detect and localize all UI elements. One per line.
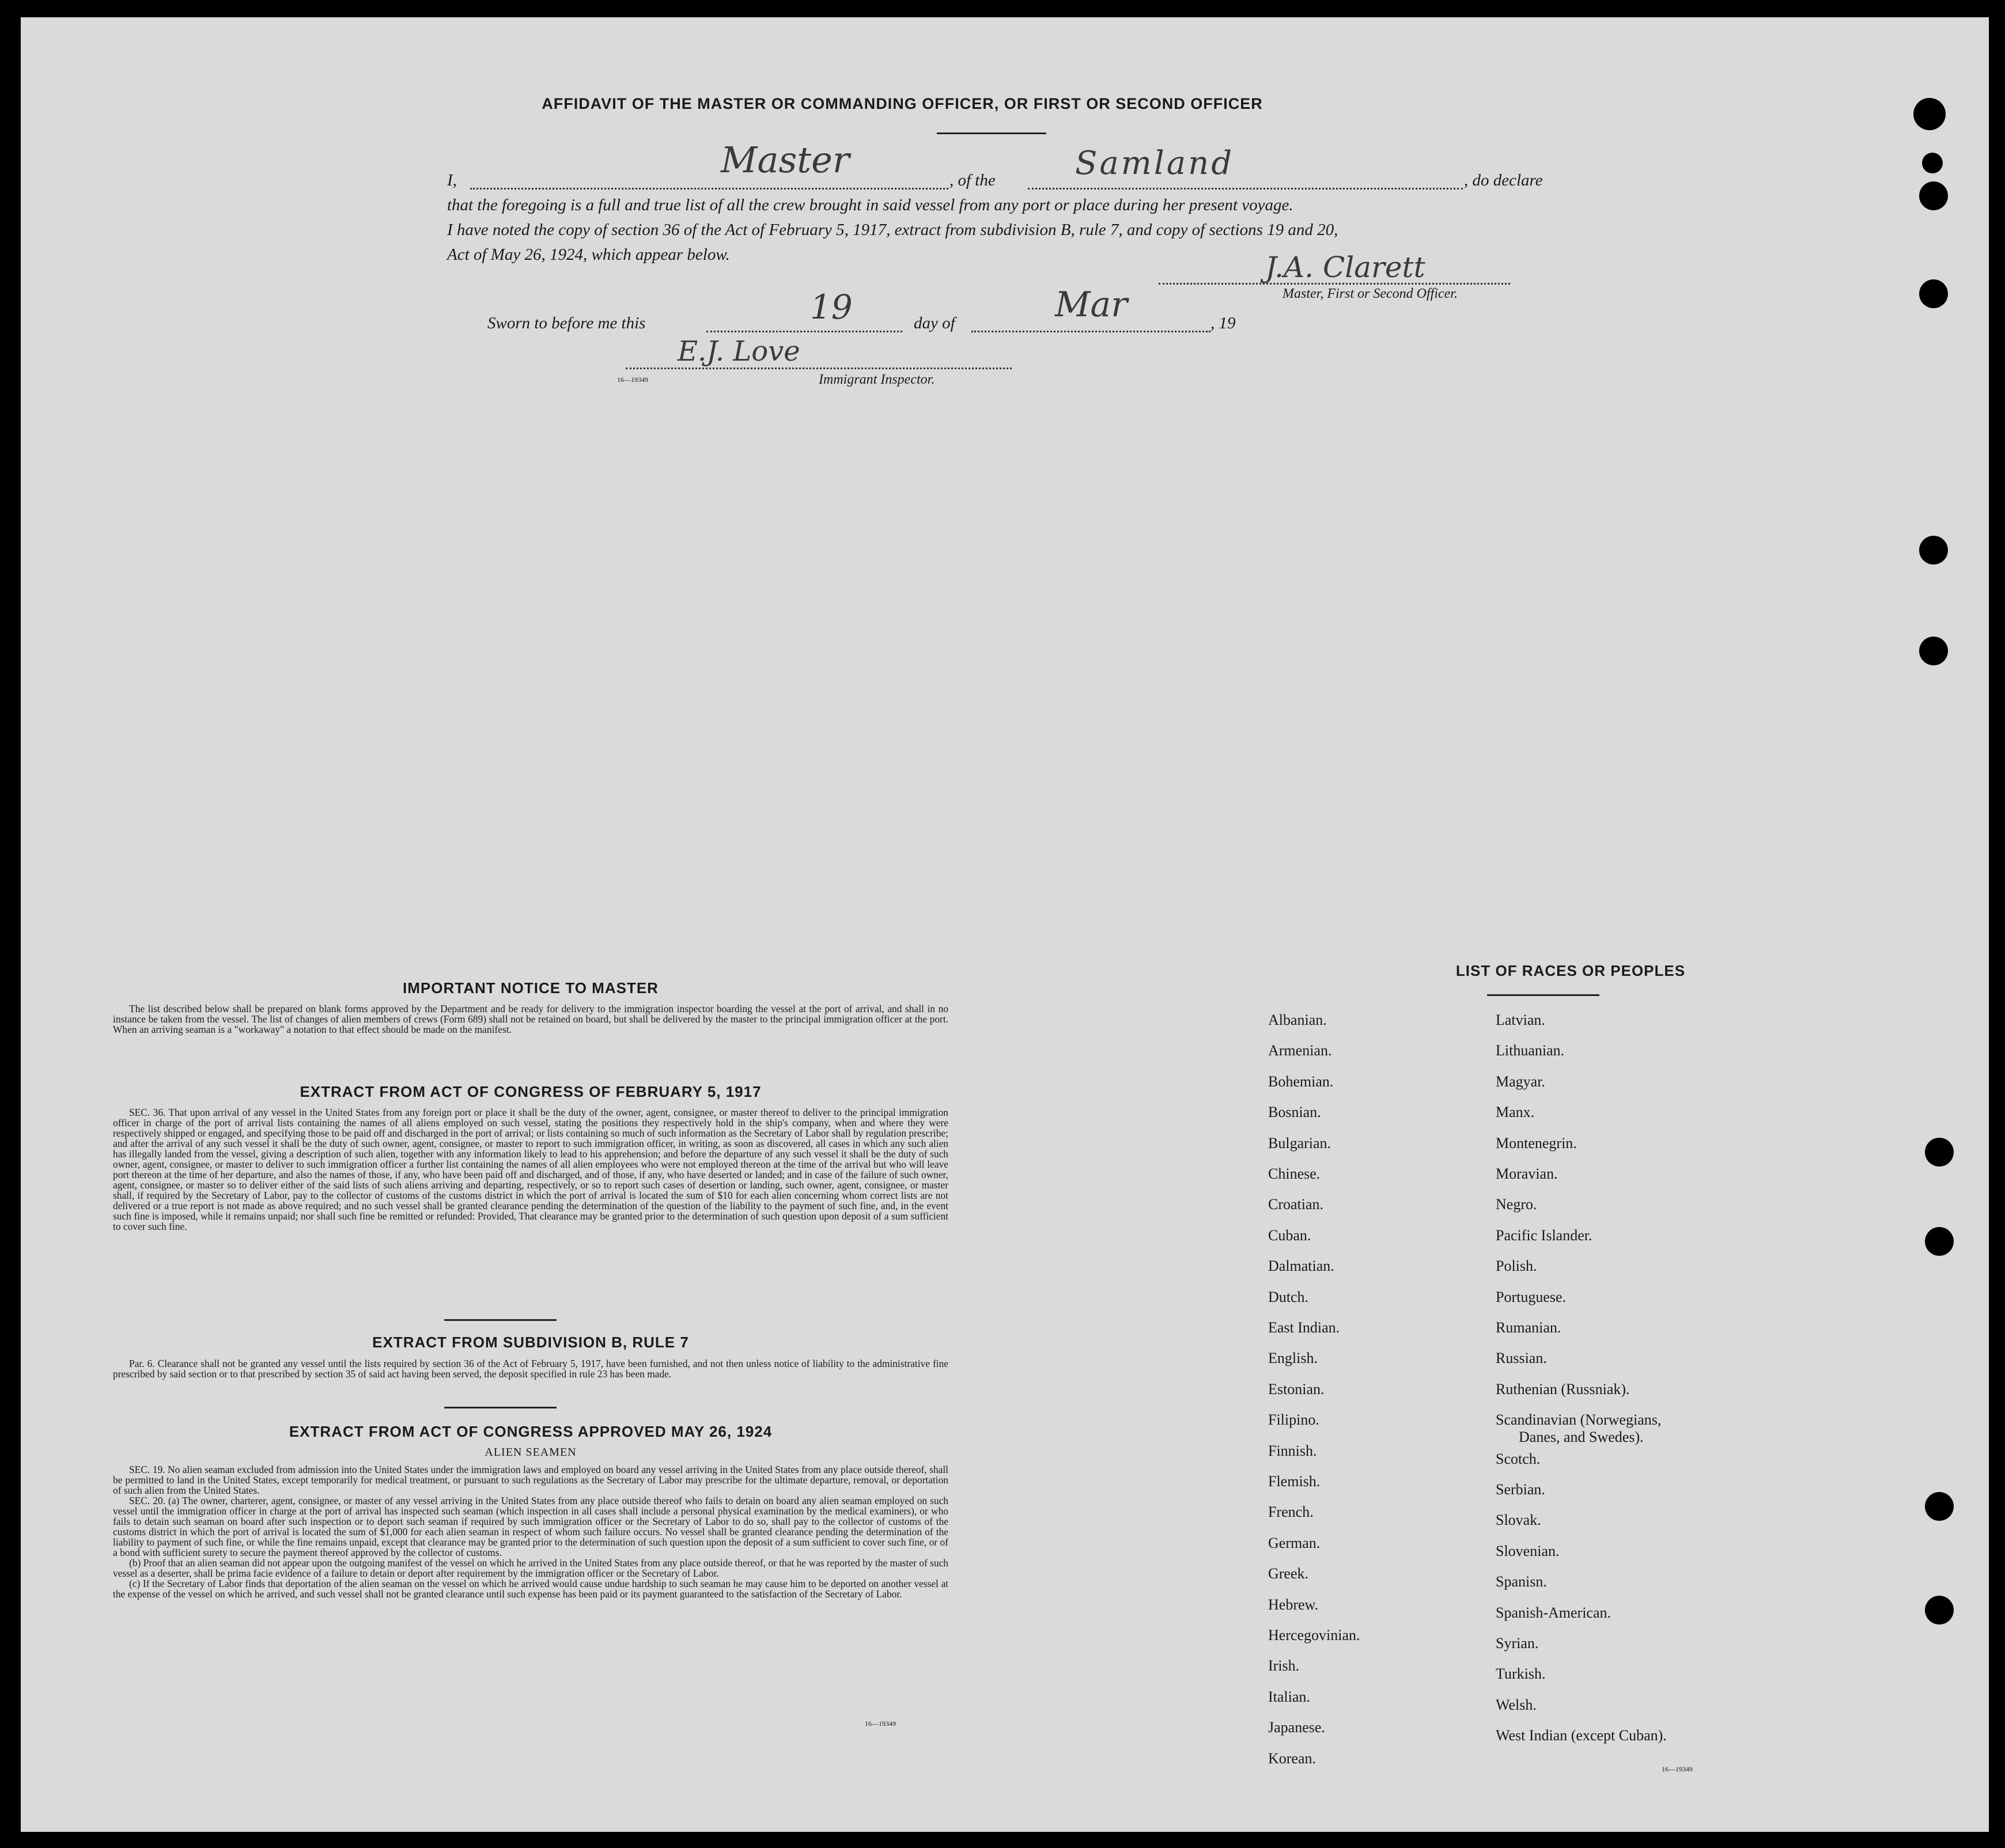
race-item: Hercegovinian. <box>1268 1627 1360 1643</box>
race-item: Hebrew. <box>1268 1596 1319 1613</box>
punch-hole <box>1922 153 1943 173</box>
extract-form-number: 16—19349 <box>865 1720 896 1728</box>
race-item: Greek. <box>1268 1565 1309 1582</box>
sec-19-paragraph: SEC. 19. No alien seaman excluded from admission into the United States under the immigration laws and employed on board any vessel arriving in the United States from any place outside thereof, shall be permitted to land in the United States, except temporarily for medical treatment, or pursuant to such regulations as the Secretary of Labor may prescribe for the ultimate departure, removal, or deportation of such alien from the United States. <box>113 1464 948 1496</box>
race-item: Russian. <box>1496 1350 1547 1367</box>
race-item: West Indian (except Cuban). <box>1496 1727 1667 1744</box>
of-the-label: , of the <box>949 171 996 190</box>
race-item: Bohemian. <box>1268 1073 1334 1090</box>
race-item: Serbian. <box>1496 1481 1545 1498</box>
sec-36-paragraph: SEC. 36. That upon arrival of any vessel in the United States from any foreign port or place it shall be the duty of the owner, agent, consignee, or master thereof to deliver to the principal immigration officer in charge of the port of arrival lists containing the names of all aliens employed on such vessel, stating the positions they respectively hold in the ship's company, when and where they were respectively shipped or engaged, and specifying those to be paid off and discharged in the port of arrival; or lists containing so much of such information as the Secretary of Labor shall by regulation prescribe; and after the arrival of any such vessel it shall be the duty of such owner, agent, consignee, or master to report to such immigration officer, in writing, as soon as discovered, all cases in which any such alien has illegally landed from the vessel, giving a description of such alien, together with any information likely to lead to his apprehension; and before the departure of any such vessel it shall be the duty of such owner, agent, consignee, or master to deliver to such immigration officer a further list containing the names of all alien employees who were not employed thereon at the time of the arrival but who will leave port thereon at the time of her departure, and also the names of those, if any, who have been paid off and discharged, and of those, if any, who have deserted or landed; and in case of the failure of such owner, agent, consignee, or master so to deliver either of the said lists of such aliens arriving and departing, respectively, or so to report such cases of desertion or landing, such owner, agent, consignee, or master shall, if required by the Secretary of Labor, pay to the collector of customs of the customs district in which the port of arrival is located the sum of $10 for each alien concerning whom correct lists are not delivered or a true report is not made as above required; and no such vessel shall be granted clearance pending the determination of the question of the liability to the payment of such fine, and, in the event such fine is imposed, while it remains unpaid; nor shall such fine be remitted or refunded: Provided, That clearance may be granted prior to the determination of such question upon deposit of a sum sufficient to cover such fine. <box>113 1107 948 1232</box>
sworn-label: Sworn to before me this <box>487 314 646 332</box>
race-item: Moravian. <box>1496 1165 1558 1182</box>
handwritten-day: 19 <box>810 287 853 327</box>
race-item: Bulgarian. <box>1268 1134 1331 1152</box>
extract-1917-body <box>113 1107 948 1232</box>
race-item: Spanisn. <box>1496 1573 1547 1591</box>
race-item: Armenian. <box>1268 1042 1332 1059</box>
race-item: Manx. <box>1496 1104 1535 1121</box>
alien-seamen-subtitle: ALIEN SEAMEN <box>485 1446 577 1459</box>
race-item: Lithuanian. <box>1496 1042 1565 1059</box>
races-form-number: 16—19349 <box>1662 1765 1693 1773</box>
race-item: Filipino. <box>1268 1411 1319 1429</box>
race-item: German. <box>1268 1534 1321 1551</box>
race-item: Cuban. <box>1268 1226 1311 1244</box>
sec-20a-paragraph: SEC. 20. (a) The owner, charterer, agent, consignee, or master of any vessel arriving in the United States from any place outside thereof who fails to detain on board any alien seaman employed on such vessel until the immigration officer in charge at the port of arrival has inspected such seaman (which inspection in all cases shall include a personal physical examination by the medical examiners), or who fails to detain such seaman on board after such inspection or to deport such seaman if required by such immigration officer or the Secretary of Labor to do so, shall pay to the collector of customs of the customs district in which the port of arrival is located the sum of $1,000 for each alien seaman in respect of whom such failure occurs. No vessel shall be granted clearance pending the determination of the liability to payment of such fine, or while the fine remains unpaid, except that clearance may be granted prior to the determination of such question upon the deposit of a sum sufficient to cover such fine, or of a bond with sufficient surety to secure the payment thereof approved by the collector of customs. <box>113 1495 948 1558</box>
officer-label: Master, First or Second Officer. <box>1283 286 1458 301</box>
rule-7-body <box>113 1358 948 1379</box>
race-item: Pacific Islander. <box>1496 1226 1592 1244</box>
vessel-line <box>1028 188 1463 190</box>
notice-paragraph: The list described below shall be prepared on blank forms approved by the Department and be ready for delivery to the immigration inspector boarding the vessel at the port of arrival, and shall in no instance be taken from the vessel. The list of changes of alien members of crews (Form 689) shall not be retained on board, but shall be delivered by the master to the principal immigration officer at the port. When an arriving seaman is a "workaway" a notation to that effect should be made on the manifest. <box>113 1003 948 1035</box>
race-item: Dutch. <box>1268 1288 1309 1305</box>
punch-hole <box>1919 279 1948 308</box>
rule-7-title: EXTRACT FROM SUBDIVISION B, RULE 7 <box>372 1334 689 1351</box>
punch-hole <box>1919 536 1948 565</box>
handwritten-signature: J.A. Clarett <box>1265 251 1425 284</box>
race-item: Ruthenian (Russniak). <box>1496 1380 1630 1398</box>
races-title: LIST OF RACES OR PEOPLES <box>1455 962 1686 979</box>
inspector-line <box>626 368 1012 369</box>
handwritten-vessel-name: Samland <box>1075 145 1235 182</box>
document-page <box>21 17 1989 1832</box>
inspector-label: Immigrant Inspector. <box>819 372 935 387</box>
handwritten-month: Mar <box>1055 285 1128 325</box>
race-item: Slovenian. <box>1496 1542 1560 1559</box>
race-item: Magyar. <box>1496 1073 1545 1090</box>
race-item: Polish. <box>1496 1258 1537 1275</box>
punch-hole <box>1925 1138 1954 1167</box>
punch-hole <box>1913 98 1946 130</box>
race-item: Scotch. <box>1496 1450 1541 1467</box>
race-item: Croatian. <box>1268 1196 1324 1213</box>
handwritten-inspector-signature: E.J. Love <box>678 335 800 368</box>
race-item: Turkish. <box>1496 1665 1546 1683</box>
sworn-line <box>487 285 1352 336</box>
affidavit-title: AFFIDAVIT OF THE MASTER OR COMMANDING OFFICER, OR FIRST OR SECOND OFFICER <box>542 95 1263 112</box>
sec-20c-paragraph: (c) If the Secretary of Labor finds that deportation of the alien seaman on the vessel on which he arrived would cause undue hardship to such seaman he may cause him to be deported on another vessel at the expense of the vessel on which he arrived, and such vessel shall not be granted clearance until such expense has been paid or its payment guaranteed to the satisfaction of the Secretary of Labor. <box>113 1578 948 1600</box>
races-rule <box>1487 994 1599 996</box>
affidavit-line-3: I have noted the copy of section 36 of the Act of February 5, 1917, extract from subdivision B, rule 7, and copy of sections 19 and 20, <box>447 221 1338 239</box>
race-item: Korean. <box>1268 1749 1317 1767</box>
extract-1917-title: EXTRACT FROM ACT OF CONGRESS OF FEBRUARY 5, 1917 <box>300 1083 762 1100</box>
rank-line <box>470 188 948 190</box>
race-item: East Indian. <box>1268 1319 1340 1336</box>
punch-hole <box>1925 1227 1954 1256</box>
affidavit-form-number: 16—19349 <box>617 376 648 384</box>
race-item: Bosnian. <box>1268 1104 1321 1121</box>
race-item: Scandinavian (Norwegians, <box>1496 1411 1662 1429</box>
par-6-paragraph: Par. 6. Clearance shall not be granted any vessel until the lists required by section 36 of the Act of February 5, 1917, have been furnished, and not then unless notice of liability to the administrative fine prescribed by said section or to that prescribed by section 35 of said act having been served, the deposit specified in rule 23 has been made. <box>113 1358 948 1380</box>
race-item: English. <box>1268 1350 1318 1367</box>
affidavit-line-4: Act of May 26, 1924, which appear below. <box>447 245 730 264</box>
extract-1924-title: EXTRACT FROM ACT OF CONGRESS APPROVED MAY 26, 1924 <box>289 1423 773 1440</box>
race-item: Latvian. <box>1496 1012 1545 1028</box>
race-item: Danes, and Swedes). <box>1519 1429 1644 1446</box>
declare-label: , do declare <box>1464 171 1543 190</box>
race-item: Estonian. <box>1268 1380 1325 1398</box>
day-of-label: day of <box>914 314 955 332</box>
punch-hole <box>1925 1492 1954 1521</box>
day-line <box>706 331 902 332</box>
race-item: Slovak. <box>1496 1512 1541 1529</box>
year-label: , 19 <box>1210 314 1236 332</box>
race-item: Syrian. <box>1496 1635 1539 1652</box>
punch-hole <box>1919 637 1948 665</box>
punch-hole <box>1925 1596 1954 1624</box>
race-item: Dalmatian. <box>1268 1258 1334 1275</box>
race-item: Irish. <box>1268 1657 1300 1675</box>
punch-hole <box>1919 181 1948 210</box>
race-item: Montenegrin. <box>1496 1134 1577 1152</box>
divider-1 <box>444 1319 557 1321</box>
notice-body <box>113 1003 948 1035</box>
race-item: Flemish. <box>1268 1473 1321 1490</box>
sec-20b-paragraph: (b) Proof that an alien seaman did not appear upon the outgoing manifest of the vessel on which he arrived in the United States from any place outside thereof, or that he was reported by the master of such vessel as a deserter, shall be prima facie evidence of a failure to detain or deport after requirement by the immigration officer or the Secretary of Labor. <box>113 1557 948 1579</box>
affidavit-line-2: that the foregoing is a full and true list of all the crew brought in said vessel from any port or place during her present voyage. <box>447 196 1293 214</box>
month-line <box>971 331 1210 332</box>
race-item: Finnish. <box>1268 1442 1317 1459</box>
race-item: Negro. <box>1496 1196 1537 1213</box>
race-item: Portuguese. <box>1496 1288 1567 1305</box>
race-item: Welsh. <box>1496 1696 1537 1713</box>
race-item: Chinese. <box>1268 1165 1321 1182</box>
title-rule <box>937 132 1046 134</box>
race-item: Rumanian. <box>1496 1319 1561 1336</box>
notice-title: IMPORTANT NOTICE TO MASTER <box>403 979 659 997</box>
divider-2 <box>444 1407 557 1408</box>
i-label: I, <box>447 171 457 190</box>
race-item: Italian. <box>1268 1688 1310 1705</box>
race-item: Spanish-American. <box>1496 1604 1611 1621</box>
race-item: French. <box>1268 1504 1314 1521</box>
affidavit-line-1 <box>447 139 1559 193</box>
handwritten-rank: Master <box>721 139 850 181</box>
race-item: Japanese. <box>1268 1719 1325 1736</box>
extract-1924-body <box>113 1464 948 1599</box>
race-item: Albanian. <box>1268 1012 1327 1028</box>
signature-line <box>1159 283 1510 285</box>
